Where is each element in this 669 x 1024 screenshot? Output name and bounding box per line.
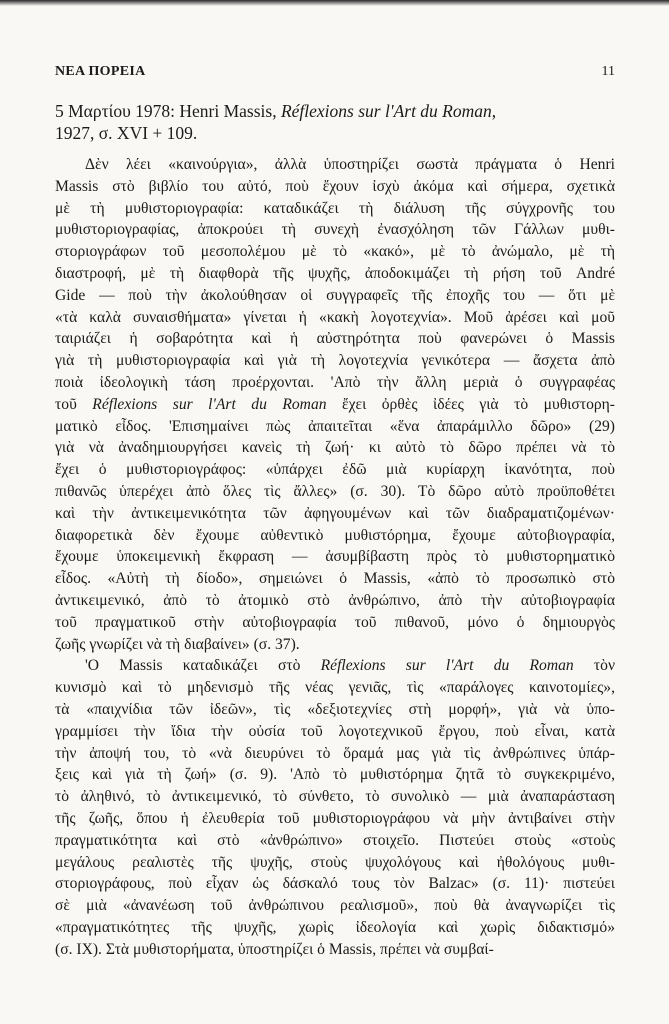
paragraph bbox=[55, 655, 615, 960]
bibliographic-entry bbox=[55, 100, 615, 144]
text-line: πιθανῶς ὑπερέχει ἀπὸ ὅλες τὶς ἄλλες» (σ. 30). Τὸ δῶρο αὐτὸ προϋποθέτει bbox=[55, 482, 615, 500]
text-line: ματικὸ εἶδος. 'Επισημαίνει πὼς ἀπαιτεῖται «ἕνα ἀπαράμιλλο δῶρο» (29) bbox=[55, 417, 615, 435]
text-line: ταιριάζει ἡ σοβαρότητα καὶ ἡ αὐστηρότητα ποὺ φανερώνει ὁ Massis bbox=[55, 330, 615, 348]
text-line: Gide — ποὺ τὴν ἀκολούθησαν οἱ συγγραφεῖς τῆς ἐποχῆς του — ὅτι μὲ bbox=[55, 286, 615, 304]
text-line: τὴν ἀποψή του, τὸ «νὰ διευρύνει τὸ ὅραμά μας γιὰ τὶς ἀνθρώπινες ὑπάρ- bbox=[55, 744, 615, 762]
body-text bbox=[55, 100, 615, 960]
text-line: Δὲν λέει «καινούργια», ἀλλὰ ὑποστηρίζει σωστὰ πράγματα ὁ Henri bbox=[85, 156, 615, 173]
text-line: ποιὰ ἰδεολογικὴ τάση προέρχονται. 'Απὸ τὴν ἄλλη μεριὰ ὁ συγγραφέας bbox=[55, 373, 615, 391]
paragraphs bbox=[55, 154, 615, 960]
text-line: τὸ ἀληθινό, τὸ ἀντικειμενικό, τὸ σύνθετο, τὸ συνολικὸ — μιὰ ἀναπαράσταση bbox=[55, 788, 615, 806]
text-line: «πραγματικότητες τῆς ψυχῆς, χωρὶς ἰδεολογία καὶ χωρὶς διδακτισμό» bbox=[55, 918, 615, 936]
text-line: ἀντικειμενικό, ἀπὸ τὸ ἀτομικὸ στὸ ἀνθρώπινο, ἀπὸ τὴν αὐτοβιογραφία bbox=[55, 591, 615, 609]
paragraph bbox=[55, 154, 615, 655]
text-line: μεγάλους ρεαλιστὲς τῆς ψυχῆς, στοὺς ψυχολόγους καὶ ἠθολόγους μυθι- bbox=[55, 853, 615, 871]
text-line: στοριογράφων τοῦ μεσοπολέμου μὲ τὸ «κακό», μὲ τὸ ἀνώμαλο, μὲ τὴ bbox=[55, 243, 615, 261]
text-line: γραμμίσει τὴν ἴδια τὴν οὐσία τοῦ λογοτεχνικοῦ ἔργου, ποὺ εἶναι, κατὰ bbox=[55, 722, 615, 740]
text-line: τοῦ Réflexions sur l'Art du Roman ἔχει ὀρθὲς ἰδέες γιὰ τὸ μυθιστορη- bbox=[55, 395, 616, 413]
biblio-date-author: 5 Μαρτίου 1978: Henri Massis, bbox=[55, 101, 281, 121]
text-line: διαφορετικὰ δὲν ἔχουμε αὐθεντικὸ μυθιστόρημα, ἔχουμε αὐτοβιογραφία, bbox=[55, 526, 615, 544]
text-line: στοριογράφους, ποὺ εἶχαν ὡς δάσκαλό τους τὸν Balzac» (σ. 11)· πιστεύει bbox=[55, 875, 615, 893]
text-line: ζωῆς γνωρίζει νὰ τὴ διαβαίνει» (σ. 37). bbox=[55, 635, 300, 653]
biblio-title: Réflexions sur l'Art du Roman bbox=[280, 101, 492, 121]
text-line: γιὰ τὴ μυθιστοριογραφία καὶ γιὰ τὴ λογοτεχνία γενικότερα — ἄσχετα ἀπὸ bbox=[55, 352, 615, 370]
text-line: καὶ τὴν ἀντικειμενικότητα τῶν ἀφηγουμένων καὶ τῶν διαδραματιζομένων· bbox=[55, 504, 615, 522]
text-line: Massis στὸ βιβλίο του αὐτό, ποὺ ἔχουν ἰσχὺ ἀκόμα καὶ σήμερα, σχετικὰ bbox=[55, 177, 615, 195]
biblio-comma: , bbox=[491, 101, 497, 121]
text-line: μυθιστοριογραφίας, ἀποκρούει τὴ συνεχὴ ἐνασχόληση τῶν Γάλλων μυθι- bbox=[55, 221, 615, 239]
page-header bbox=[55, 64, 615, 84]
text-line: γιὰ νὰ ἀναδημιουργήσει κανεὶς τὴ ζωή· κι αὐτὸ τὸ δῶρο πρέπει νὰ τὸ bbox=[55, 439, 615, 457]
text-line: (σ. IX). Στὰ μυθιστορήματα, ὑποστηρίζει ὁ Massis, πρέπει νὰ συμβαί- bbox=[55, 940, 494, 958]
page-number: 11 bbox=[601, 64, 615, 79]
text-line: ξεις καὶ γιὰ τὴ ζωή» (σ. 9). 'Απὸ τὸ μυθιστόρημα ζητᾶ τὸ συγκεκριμένο, bbox=[55, 766, 615, 784]
text-line: εἶδος. «Αὐτὴ τὴ δίοδο», σημειώνει ὁ Massis, «ἀπὸ τὸ προσωπικὸ στὸ bbox=[55, 570, 615, 588]
biblio-details: 1927, σ. XVI + 109. bbox=[55, 123, 198, 143]
running-head: ΝΕΑ ΠΟΡΕΙΑ bbox=[55, 64, 146, 79]
text-line: «τὰ καλὰ συναισθήματα» γίνεται ἡ «κακὴ λογοτεχνία». Μοῦ ἀρέσει καὶ μοῦ bbox=[55, 308, 615, 326]
text-line: πραγματικότητα καὶ στὸ «ἀνθρώπινο» στοιχεῖο. Πιστεύει στοὺς «στοὺς bbox=[55, 831, 615, 849]
text-line: ἔχουμε ὑποκειμενικὴ ἔκφραση — ἀσυμβίβαστη πρὸς τὸ μυθιστορηματικὸ bbox=[55, 548, 615, 566]
text-line: κυνισμὸ καὶ τὸ μηδενισμὸ τῆς νέας γενιᾶς, τὶς «παράλογες καινοτομίες», bbox=[55, 679, 615, 697]
text-line: τῆς ζωῆς, ὅπου ἡ ἐλευθερία τοῦ μυθιστοριογράφου νὰ μὴν ἀντιβαίνει στὴν bbox=[55, 809, 615, 827]
text-line: τοῦ πραγματικοῦ στὴν αὐτοβιογραφία τοῦ πιθανοῦ, μόνο ὁ δημιουργὸς bbox=[55, 613, 615, 631]
text-line: τὰ «παιχνίδια τῶν ἰδεῶν», τὶς «δεξιοτεχνίες στὴ μορφή», γιὰ νὰ ὑπο- bbox=[55, 700, 615, 718]
text-line: ἔχει ὁ μυθιστοριογράφος: «ὑπάρχει ἐδῶ μιὰ κυρίαρχη ἱκανότητα, ποὺ bbox=[55, 461, 615, 479]
scan-edge-shadow bbox=[0, 0, 669, 6]
text-line: διαστροφή, μὲ τὴ διαφθορὰ τῆς ψυχῆς, ἀποδοκιμάζει τὴ ρήση τοῦ André bbox=[55, 264, 615, 282]
text-line: 'Ο Massis καταδικάζει στὸ Réflexions sur l'Art du Roman τὸν bbox=[85, 657, 616, 675]
text-line: σὲ μιὰ «ἀνανέωση τοῦ ἀνθρώπινου ρεαλισμοῦ», ποὺ θὰ ἀναγνωρίζει τὶς bbox=[55, 897, 615, 915]
text-line: μὲ τὴ μυθιστοριογραφία: καταδικάζει τὴ διάλυση τῆς σύγχρονῆς του bbox=[55, 199, 615, 217]
